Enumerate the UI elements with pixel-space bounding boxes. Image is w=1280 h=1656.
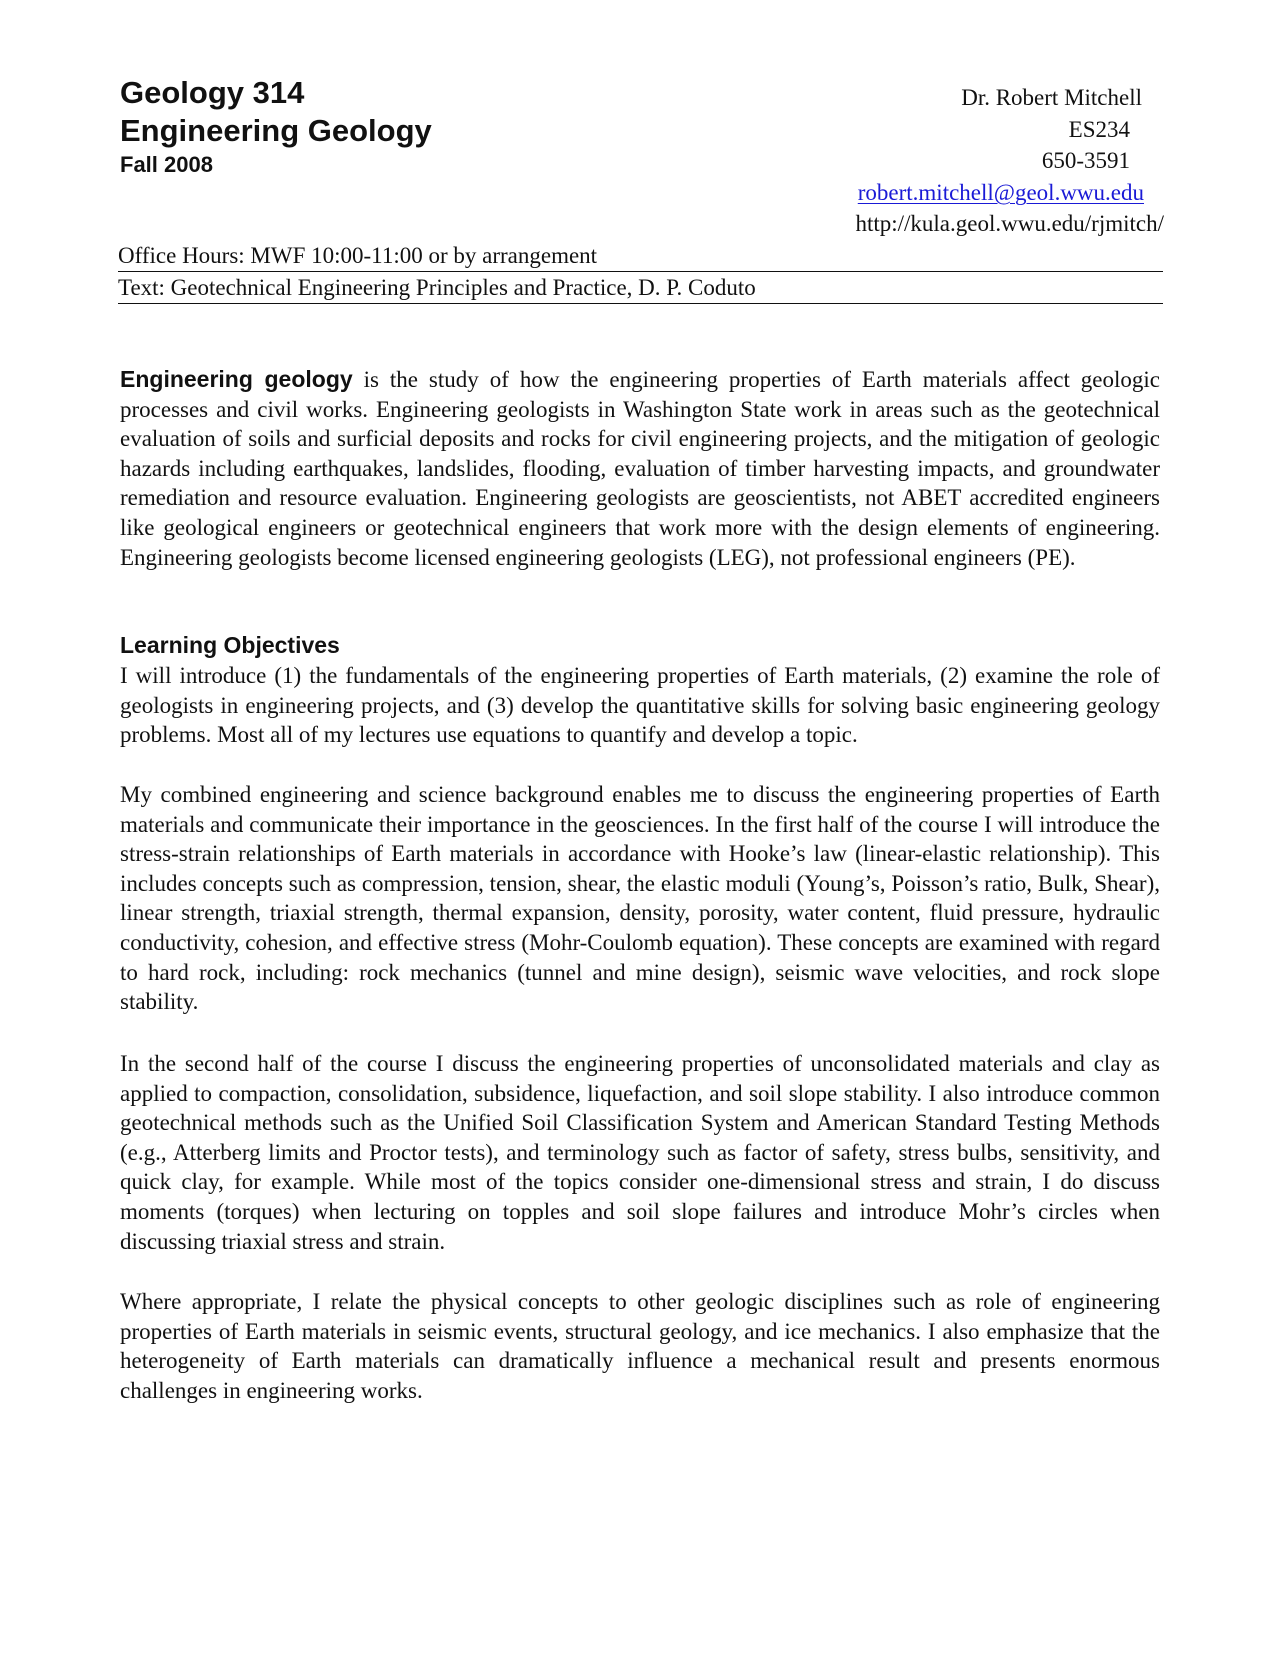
- phone-number: 650-3591: [1041, 148, 1130, 173]
- website-url: http://kula.geol.wwu.edu/rjmitch/: [855, 211, 1164, 236]
- email-link[interactable]: robert.mitchell@geol.wwu.edu: [857, 179, 1144, 205]
- objectives-paragraph: [120, 661, 1160, 750]
- paragraph-text: I will introduce (1) the fundamentals of the engineering properties of Earth materials, (2) examine the role of geologists in engineering projects, and (3) develop the quantitative skills for solving basic engineering geology problems. Most all of my lectures use equations to quantify and develop a topic.: [120, 663, 1160, 748]
- course-name: Engineering Geology: [120, 113, 432, 148]
- office-location: ES234: [1068, 116, 1130, 142]
- section-heading-learning-objectives: Learning Objectives: [120, 632, 340, 658]
- instructor-name: Dr. Robert Mitchell: [961, 85, 1142, 110]
- course-code: Geology 314: [120, 75, 305, 110]
- office-hours: Office Hours: MWF 10:00-11:00 or by arrangement: [118, 241, 1163, 272]
- instructor-contact: [664, 82, 1164, 240]
- intro-body: is the study of how the engineering properties of Earth materials affect geologic processes and civil works. Engineering geologists in Washington State work in areas such as the geotechnical evaluation of soils and surficial deposits and rocks for civil engineering projects, and the mitigation of geologic hazards including earthquakes, landslides, flooding, evaluation of timber harvesting impacts, and groundwater remediation and resource evaluation. Engineering geologists are geoscientists, not ABET accredited engineers like geological engineers or geotechnical engineers that work more with the design elements of engineering. Engineering geologists become licensed engineering geologists (LEG), not professional engineers (PE).: [120, 367, 1160, 570]
- course-term: Fall 2008: [120, 152, 213, 177]
- paragraph-text: Where appropriate, I relate the physical concepts to other geologic disciplines such as role of engineering properties of Earth materials in seismic events, structural geology, and ice mechanics. I also emphasize that the heterogeneity of Earth materials can dramatically influence a mechanical result and presents enormous challenges in engineering works.: [120, 1289, 1160, 1403]
- first-half-paragraph: [120, 780, 1160, 1017]
- textbook: Text: Geotechnical Engineering Principles and Practice, D. P. Coduto: [118, 273, 1163, 304]
- closing-paragraph: [120, 1287, 1160, 1405]
- course-header: [120, 74, 432, 180]
- intro-paragraph: [120, 365, 1160, 572]
- intro-lead-term: Engineering geology: [120, 366, 353, 392]
- paragraph-text: My combined engineering and science background enables me to discuss the engineering properties of Earth materials and communicate their importance in the geosciences. In the first half of the course I will introduce the stress-strain relationships of Earth materials in accordance with Hooke’s law (linear-elastic relationship). This includes concepts such as compression, tension, shear, the elastic moduli (Young’s, Poisson’s ratio, Bulk, Shear), linear strength, triaxial strength, thermal expansion, density, porosity, water content, fluid pressure, hydraulic conductivity, cohesion, and effective stress (Mohr-Coulomb equation). These concepts are examined with regard to hard rock, including: rock mechanics (tunnel and mine design), seismic wave velocities, and rock slope stability.: [120, 782, 1160, 1015]
- paragraph-text: In the second half of the course I discuss the engineering properties of unconsolidated materials and clay as applied to compaction, consolidation, subsidence, liquefaction, and soil slope stability. I also introduce common geotechnical methods such as the Unified Soil Classification System and American Standard Testing Methods (e.g., Atterberg limits and Proctor tests), and terminology such as factor of safety, stress bulbs, sensitivity, and quick clay, for example. While most of the topics consider one-dimensional stress and strain, I do discuss moments (torques) when lecturing on topples and soil slope failures and introduce Mohr’s circles when discussing triaxial stress and strain.: [120, 1051, 1160, 1254]
- second-half-paragraph: [120, 1049, 1160, 1256]
